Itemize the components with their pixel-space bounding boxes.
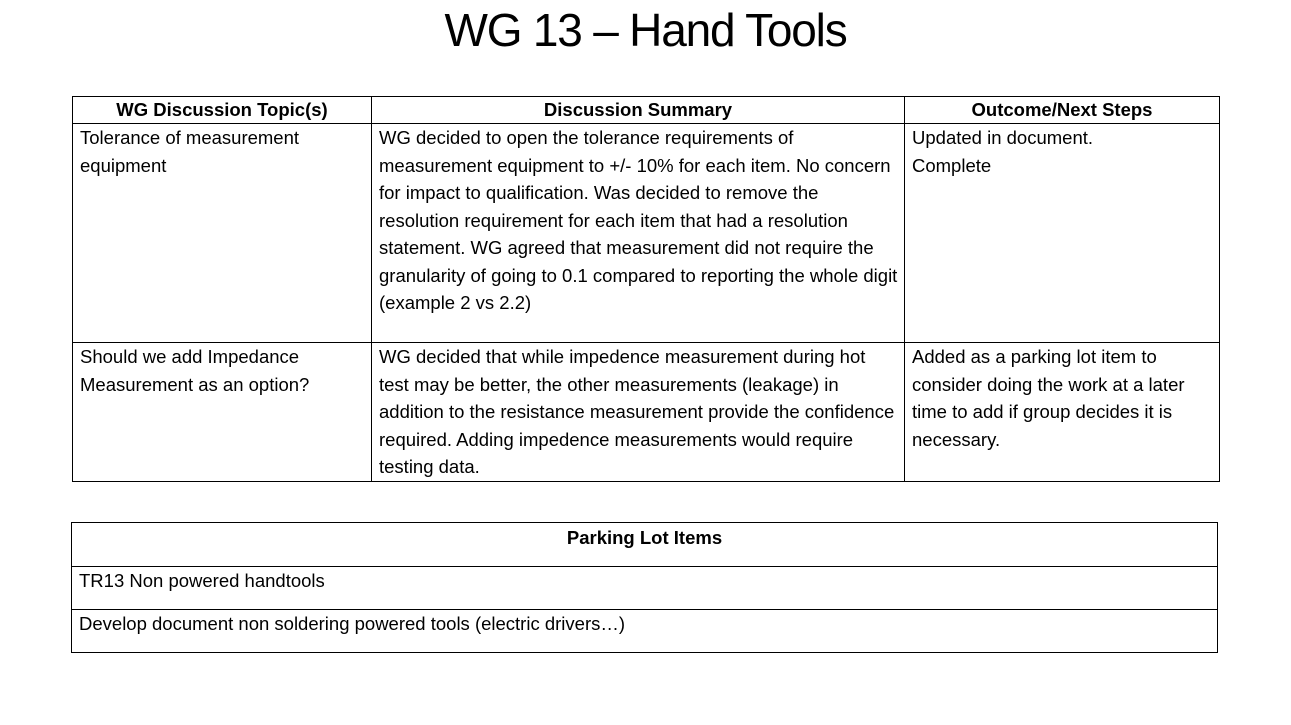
parking-lot-header: Parking Lot Items [72, 523, 1218, 567]
parking-lot-table [71, 522, 1218, 653]
list-item [72, 610, 1218, 653]
parking-lot-item: Develop document non soldering powered tools (electric drivers…) [72, 610, 1218, 653]
header-outcome: Outcome/Next Steps [905, 97, 1220, 124]
summary-cell: WG decided that while impedence measurement during hot test may be better, the other measurements (leakage) in addition to the resistance measurement provide the confidence required. Adding impedence measurements would require testing data. [372, 343, 905, 482]
parking-lot-header-row [72, 523, 1218, 567]
outcome-cell: Added as a parking lot item to consider doing the work at a later time to add if group decides it is necessary. [905, 343, 1220, 482]
header-summary: Discussion Summary [372, 97, 905, 124]
list-item [72, 567, 1218, 610]
table-header-row [73, 97, 1220, 124]
topic-cell: Should we add Impedance Measurement as an option? [73, 343, 372, 482]
parking-lot-item: TR13 Non powered handtools [72, 567, 1218, 610]
table-row [73, 124, 1220, 343]
summary-cell: WG decided to open the tolerance requirements of measurement equipment to +/- 10% for each item. No concern for impact to qualification. Was decided to remove the resolution requirement for each item that had a resolution statement. WG agreed that measurement did not require the granularity of going to 0.1 compared to reporting the whole digit (example 2 vs 2.2) [372, 124, 905, 343]
topic-cell: Tolerance of measurement equipment [73, 124, 372, 343]
table-row [73, 343, 1220, 482]
slide-title: WG 13 – Hand Tools [444, 4, 847, 56]
discussion-table [72, 96, 1220, 482]
header-topic: WG Discussion Topic(s) [73, 97, 372, 124]
outcome-cell: Updated in document. Complete [905, 124, 1220, 343]
